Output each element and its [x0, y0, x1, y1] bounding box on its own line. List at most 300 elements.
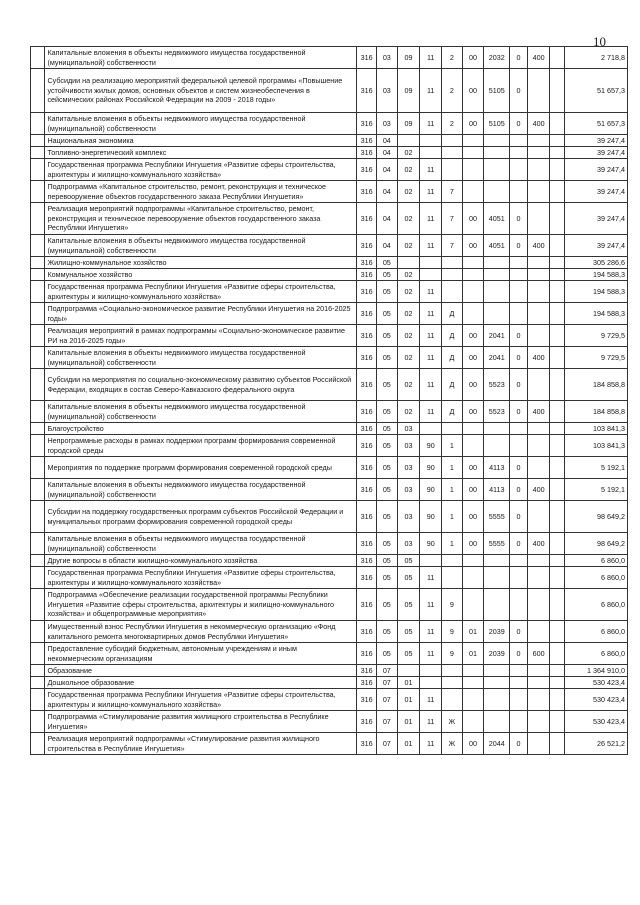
- subsection-code-cell: 05: [397, 567, 420, 589]
- direction-code-cell: 2039: [484, 621, 510, 643]
- expense-name-cell: Субсидии на поддержку государственных программ субъектов Российской Федерации и муниципальных программ формирования современной городской среды: [45, 501, 357, 533]
- table-row: [31, 643, 628, 665]
- main-event-code-cell: [462, 589, 484, 621]
- table-row: [31, 181, 628, 203]
- row-stub-cell: [31, 159, 45, 181]
- program-code-cell: 90: [420, 533, 442, 555]
- subsection-code-cell: 02: [397, 147, 420, 159]
- ministry-code-cell: 316: [357, 159, 377, 181]
- expense-type-code-cell: [527, 281, 550, 303]
- expense-name-cell: Реализация мероприятий подпрограммы «Стимулирование развития жилищного строительства в Республике Ингушетия»: [45, 733, 357, 755]
- ministry-code-cell: 316: [357, 533, 377, 555]
- expense-name-cell: Подпрограмма «Капитальное строительство, ремонт, реконструкция и техническое перевооружение объектов государственного заказа Республики Ингушетия»: [45, 181, 357, 203]
- direction-code-cell: [484, 435, 510, 457]
- table-row: [31, 567, 628, 589]
- column-gap-cell: [550, 555, 564, 567]
- section-code-cell: 05: [376, 533, 397, 555]
- direction-code-cell: [484, 181, 510, 203]
- section-code-cell: 05: [376, 423, 397, 435]
- direction-code-cell: 5523: [484, 401, 510, 423]
- extra-code-cell: [510, 135, 528, 147]
- subprogram-code-cell: 9: [442, 643, 463, 665]
- main-event-code-cell: 00: [462, 235, 484, 257]
- row-stub-cell: [31, 203, 45, 235]
- row-stub-cell: [31, 665, 45, 677]
- table-row: [31, 733, 628, 755]
- extra-code-cell: 0: [510, 501, 528, 533]
- subprogram-code-cell: [442, 677, 463, 689]
- expense-type-code-cell: [527, 555, 550, 567]
- program-code-cell: 11: [420, 159, 442, 181]
- column-gap-cell: [550, 47, 564, 69]
- main-event-code-cell: 00: [462, 325, 484, 347]
- ministry-code-cell: 316: [357, 113, 377, 135]
- row-stub-cell: [31, 369, 45, 401]
- subprogram-code-cell: 1: [442, 501, 463, 533]
- program-code-cell: 11: [420, 303, 442, 325]
- expense-type-code-cell: 400: [527, 533, 550, 555]
- row-stub-cell: [31, 567, 45, 589]
- ministry-code-cell: 316: [357, 589, 377, 621]
- row-stub-cell: [31, 733, 45, 755]
- table-row: [31, 479, 628, 501]
- program-code-cell: 90: [420, 479, 442, 501]
- direction-code-cell: [484, 281, 510, 303]
- direction-code-cell: 5105: [484, 69, 510, 113]
- main-event-code-cell: 00: [462, 203, 484, 235]
- subprogram-code-cell: 1: [442, 479, 463, 501]
- expense-name-cell: Мероприятия по поддержке программ формирования современной городской среды: [45, 457, 357, 479]
- expense-name-cell: Жилищно-коммунальное хозяйство: [45, 257, 357, 269]
- row-stub-cell: [31, 435, 45, 457]
- expense-type-code-cell: 400: [527, 47, 550, 69]
- section-code-cell: 05: [376, 281, 397, 303]
- section-code-cell: 04: [376, 235, 397, 257]
- row-stub-cell: [31, 113, 45, 135]
- program-code-cell: 11: [420, 643, 442, 665]
- subsection-code-cell: 01: [397, 733, 420, 755]
- row-stub-cell: [31, 181, 45, 203]
- amount-cell: 39 247,4: [564, 181, 627, 203]
- direction-code-cell: [484, 269, 510, 281]
- expense-type-code-cell: [527, 303, 550, 325]
- expense-name-cell: Государственная программа Республики Ингушетия «Развитие сферы строительства, архитектуры и жилищно-коммунального хозяйства»: [45, 567, 357, 589]
- column-gap-cell: [550, 113, 564, 135]
- direction-code-cell: [484, 677, 510, 689]
- subprogram-code-cell: [442, 159, 463, 181]
- row-stub-cell: [31, 533, 45, 555]
- table-row: [31, 303, 628, 325]
- subprogram-code-cell: 7: [442, 203, 463, 235]
- direction-code-cell: [484, 303, 510, 325]
- amount-cell: 530 423,4: [564, 677, 627, 689]
- amount-cell: 5 192,1: [564, 479, 627, 501]
- expense-type-code-cell: [527, 457, 550, 479]
- main-event-code-cell: 00: [462, 457, 484, 479]
- extra-code-cell: [510, 303, 528, 325]
- expense-name-cell: Дошкольное образование: [45, 677, 357, 689]
- subsection-code-cell: 02: [397, 269, 420, 281]
- subprogram-code-cell: Д: [442, 401, 463, 423]
- program-code-cell: 11: [420, 203, 442, 235]
- extra-code-cell: 0: [510, 401, 528, 423]
- expense-name-cell: Государственная программа Республики Ингушетия «Развитие сферы строительства, архитектуры и жилищно-коммунального хозяйства»: [45, 281, 357, 303]
- row-stub-cell: [31, 303, 45, 325]
- row-stub-cell: [31, 643, 45, 665]
- amount-cell: 184 858,8: [564, 401, 627, 423]
- column-gap-cell: [550, 369, 564, 401]
- main-event-code-cell: [462, 665, 484, 677]
- column-gap-cell: [550, 665, 564, 677]
- subsection-code-cell: 02: [397, 235, 420, 257]
- subprogram-code-cell: [442, 281, 463, 303]
- main-event-code-cell: 01: [462, 643, 484, 665]
- table-row: [31, 711, 628, 733]
- expense-type-code-cell: [527, 711, 550, 733]
- table-row: [31, 113, 628, 135]
- direction-code-cell: [484, 423, 510, 435]
- subsection-code-cell: [397, 135, 420, 147]
- extra-code-cell: [510, 281, 528, 303]
- ministry-code-cell: 316: [357, 665, 377, 677]
- direction-code-cell: 4051: [484, 203, 510, 235]
- table-row: [31, 435, 628, 457]
- expense-name-cell: Имущественный взнос Республики Ингушетия в некоммерческую организацию «Фонд капитального ремонта многоквартирных домов Республики Ингушетия»: [45, 621, 357, 643]
- main-event-code-cell: [462, 423, 484, 435]
- amount-cell: 98 649,2: [564, 501, 627, 533]
- expense-name-cell: Субсидии на реализацию мероприятий федеральной целевой программы «Повышение устойчивости жилых домов, основных объектов и систем жизнеобеспечения в сейсмических районах Российской Федерации на 2009 - 2018 годы»: [45, 69, 357, 113]
- section-code-cell: 07: [376, 665, 397, 677]
- subsection-code-cell: 05: [397, 589, 420, 621]
- ministry-code-cell: 316: [357, 235, 377, 257]
- subsection-code-cell: 02: [397, 303, 420, 325]
- subsection-code-cell: 02: [397, 347, 420, 369]
- table-row: [31, 203, 628, 235]
- section-code-cell: 04: [376, 135, 397, 147]
- expense-name-cell: Капитальные вложения в объекты недвижимого имущества государственной (муниципальной) собственности: [45, 533, 357, 555]
- expense-name-cell: Образование: [45, 665, 357, 677]
- main-event-code-cell: 01: [462, 621, 484, 643]
- column-gap-cell: [550, 257, 564, 269]
- amount-cell: 39 247,4: [564, 147, 627, 159]
- direction-code-cell: [484, 257, 510, 269]
- row-stub-cell: [31, 47, 45, 69]
- amount-cell: 194 588,3: [564, 269, 627, 281]
- expense-name-cell: Подпрограмма «Социально-экономическое развитие Республики Ингушетия на 2016-2025 годы»: [45, 303, 357, 325]
- extra-code-cell: 0: [510, 347, 528, 369]
- column-gap-cell: [550, 203, 564, 235]
- direction-code-cell: 2044: [484, 733, 510, 755]
- amount-cell: 98 649,2: [564, 533, 627, 555]
- main-event-code-cell: 00: [462, 347, 484, 369]
- column-gap-cell: [550, 733, 564, 755]
- extra-code-cell: [510, 159, 528, 181]
- main-event-code-cell: 00: [462, 369, 484, 401]
- column-gap-cell: [550, 423, 564, 435]
- table-row: [31, 325, 628, 347]
- column-gap-cell: [550, 621, 564, 643]
- main-event-code-cell: 00: [462, 47, 484, 69]
- amount-cell: 194 588,3: [564, 303, 627, 325]
- column-gap-cell: [550, 325, 564, 347]
- amount-cell: 5 192,1: [564, 457, 627, 479]
- expense-type-code-cell: [527, 147, 550, 159]
- subprogram-code-cell: [442, 555, 463, 567]
- subsection-code-cell: 02: [397, 369, 420, 401]
- extra-code-cell: [510, 555, 528, 567]
- expense-type-code-cell: [527, 621, 550, 643]
- main-event-code-cell: 00: [462, 113, 484, 135]
- extra-code-cell: [510, 589, 528, 621]
- ministry-code-cell: 316: [357, 181, 377, 203]
- column-gap-cell: [550, 281, 564, 303]
- subsection-code-cell: 01: [397, 677, 420, 689]
- program-code-cell: 11: [420, 325, 442, 347]
- direction-code-cell: [484, 135, 510, 147]
- column-gap-cell: [550, 135, 564, 147]
- direction-code-cell: [484, 147, 510, 159]
- direction-code-cell: [484, 711, 510, 733]
- direction-code-cell: 4113: [484, 457, 510, 479]
- program-code-cell: 11: [420, 281, 442, 303]
- main-event-code-cell: 00: [462, 501, 484, 533]
- program-code-cell: 11: [420, 689, 442, 711]
- subsection-code-cell: 03: [397, 479, 420, 501]
- subsection-code-cell: 03: [397, 533, 420, 555]
- program-code-cell: 11: [420, 69, 442, 113]
- expense-name-cell: Реализация мероприятий в рамках подпрограммы «Социально-экономическое развитие РИ на 2016-2025 годы»: [45, 325, 357, 347]
- program-code-cell: 11: [420, 733, 442, 755]
- program-code-cell: 11: [420, 47, 442, 69]
- main-event-code-cell: 00: [462, 69, 484, 113]
- main-event-code-cell: [462, 159, 484, 181]
- section-code-cell: 05: [376, 369, 397, 401]
- expense-type-code-cell: [527, 159, 550, 181]
- column-gap-cell: [550, 711, 564, 733]
- amount-cell: 530 423,4: [564, 689, 627, 711]
- extra-code-cell: [510, 435, 528, 457]
- direction-code-cell: 2032: [484, 47, 510, 69]
- row-stub-cell: [31, 423, 45, 435]
- main-event-code-cell: [462, 435, 484, 457]
- subsection-code-cell: 05: [397, 555, 420, 567]
- row-stub-cell: [31, 589, 45, 621]
- section-code-cell: 05: [376, 347, 397, 369]
- column-gap-cell: [550, 567, 564, 589]
- extra-code-cell: 0: [510, 235, 528, 257]
- direction-code-cell: 5555: [484, 533, 510, 555]
- section-code-cell: 05: [376, 501, 397, 533]
- expense-name-cell: Капитальные вложения в объекты недвижимого имущества государственной (муниципальной) собственности: [45, 479, 357, 501]
- subsection-code-cell: 02: [397, 159, 420, 181]
- subsection-code-cell: 05: [397, 643, 420, 665]
- column-gap-cell: [550, 303, 564, 325]
- amount-cell: 9 729,5: [564, 325, 627, 347]
- expense-type-code-cell: [527, 665, 550, 677]
- amount-cell: 51 657,3: [564, 113, 627, 135]
- ministry-code-cell: 316: [357, 479, 377, 501]
- subsection-code-cell: 02: [397, 401, 420, 423]
- section-code-cell: 07: [376, 733, 397, 755]
- section-code-cell: 05: [376, 269, 397, 281]
- subprogram-code-cell: [442, 689, 463, 711]
- row-stub-cell: [31, 269, 45, 281]
- program-code-cell: 11: [420, 369, 442, 401]
- subsection-code-cell: 02: [397, 325, 420, 347]
- program-code-cell: 90: [420, 457, 442, 479]
- subprogram-code-cell: 2: [442, 47, 463, 69]
- row-stub-cell: [31, 401, 45, 423]
- program-code-cell: 90: [420, 435, 442, 457]
- expense-type-code-cell: [527, 689, 550, 711]
- program-code-cell: 11: [420, 235, 442, 257]
- expense-type-code-cell: [527, 423, 550, 435]
- ministry-code-cell: 316: [357, 423, 377, 435]
- expense-type-code-cell: [527, 733, 550, 755]
- main-event-code-cell: [462, 567, 484, 589]
- program-code-cell: [420, 135, 442, 147]
- subprogram-code-cell: [442, 147, 463, 159]
- section-code-cell: 03: [376, 69, 397, 113]
- table-row: [31, 369, 628, 401]
- expense-name-cell: Подпрограмма «Стимулирование развития жилищного строительства в Республике Ингушетия»: [45, 711, 357, 733]
- extra-code-cell: [510, 677, 528, 689]
- program-code-cell: 11: [420, 401, 442, 423]
- page-number: 10: [593, 34, 606, 49]
- table-row: [31, 621, 628, 643]
- amount-cell: 51 657,3: [564, 69, 627, 113]
- subprogram-code-cell: 9: [442, 621, 463, 643]
- main-event-code-cell: [462, 269, 484, 281]
- row-stub-cell: [31, 677, 45, 689]
- expense-name-cell: Реализация мероприятий подпрограммы «Капитальное строительство, ремонт, реконструкция и техническое перевооружение объектов государственного заказа Республики Ингушетия»: [45, 203, 357, 235]
- amount-cell: 103 841,3: [564, 423, 627, 435]
- ministry-code-cell: 316: [357, 69, 377, 113]
- subsection-code-cell: 09: [397, 113, 420, 135]
- program-code-cell: [420, 423, 442, 435]
- table-row: [31, 147, 628, 159]
- subsection-code-cell: 01: [397, 711, 420, 733]
- extra-code-cell: [510, 567, 528, 589]
- ministry-code-cell: 316: [357, 147, 377, 159]
- expense-type-code-cell: [527, 69, 550, 113]
- ministry-code-cell: 316: [357, 269, 377, 281]
- table-row: [31, 555, 628, 567]
- main-event-code-cell: 00: [462, 401, 484, 423]
- extra-code-cell: 0: [510, 733, 528, 755]
- direction-code-cell: 5105: [484, 113, 510, 135]
- expense-name-cell: Государственная программа Республики Ингушетия «Развитие сферы строительства, архитектуры и жилищно-коммунального хозяйства»: [45, 159, 357, 181]
- expense-type-code-cell: [527, 181, 550, 203]
- section-code-cell: 05: [376, 303, 397, 325]
- expense-name-cell: Национальная экономика: [45, 135, 357, 147]
- extra-code-cell: 0: [510, 113, 528, 135]
- ministry-code-cell: 316: [357, 733, 377, 755]
- table-row: [31, 533, 628, 555]
- row-stub-cell: [31, 135, 45, 147]
- expense-type-code-cell: [527, 325, 550, 347]
- column-gap-cell: [550, 501, 564, 533]
- section-code-cell: 05: [376, 589, 397, 621]
- expense-type-code-cell: [527, 677, 550, 689]
- subprogram-code-cell: 1: [442, 457, 463, 479]
- row-stub-cell: [31, 347, 45, 369]
- section-code-cell: 05: [376, 435, 397, 457]
- expense-type-code-cell: [527, 501, 550, 533]
- ministry-code-cell: 316: [357, 567, 377, 589]
- amount-cell: 26 521,2: [564, 733, 627, 755]
- subsection-code-cell: 03: [397, 435, 420, 457]
- table-row: [31, 689, 628, 711]
- main-event-code-cell: 00: [462, 479, 484, 501]
- expense-name-cell: Государственная программа Республики Ингушетия «Развитие сферы строительства, архитектуры и жилищно-коммунального хозяйства»: [45, 689, 357, 711]
- column-gap-cell: [550, 457, 564, 479]
- extra-code-cell: 0: [510, 457, 528, 479]
- expense-type-code-cell: 400: [527, 235, 550, 257]
- direction-code-cell: 5555: [484, 501, 510, 533]
- main-event-code-cell: [462, 181, 484, 203]
- main-event-code-cell: [462, 555, 484, 567]
- subprogram-code-cell: Д: [442, 303, 463, 325]
- program-code-cell: 11: [420, 589, 442, 621]
- amount-cell: 2 718,8: [564, 47, 627, 69]
- main-event-code-cell: [462, 711, 484, 733]
- expense-type-code-cell: [527, 257, 550, 269]
- section-code-cell: 05: [376, 401, 397, 423]
- ministry-code-cell: 316: [357, 643, 377, 665]
- expense-name-cell: Благоустройство: [45, 423, 357, 435]
- subsection-code-cell: [397, 665, 420, 677]
- column-gap-cell: [550, 533, 564, 555]
- expense-type-code-cell: 600: [527, 643, 550, 665]
- extra-code-cell: [510, 181, 528, 203]
- program-code-cell: [420, 555, 442, 567]
- subprogram-code-cell: Ж: [442, 733, 463, 755]
- extra-code-cell: 0: [510, 325, 528, 347]
- direction-code-cell: [484, 159, 510, 181]
- subprogram-code-cell: 9: [442, 589, 463, 621]
- subprogram-code-cell: Д: [442, 347, 463, 369]
- row-stub-cell: [31, 281, 45, 303]
- amount-cell: 39 247,4: [564, 135, 627, 147]
- main-event-code-cell: [462, 689, 484, 711]
- ministry-code-cell: 316: [357, 555, 377, 567]
- extra-code-cell: [510, 423, 528, 435]
- subprogram-code-cell: [442, 269, 463, 281]
- expense-type-code-cell: [527, 589, 550, 621]
- column-gap-cell: [550, 677, 564, 689]
- ministry-code-cell: 316: [357, 325, 377, 347]
- table-row: [31, 269, 628, 281]
- subprogram-code-cell: 1: [442, 435, 463, 457]
- budget-table: [30, 46, 628, 755]
- subprogram-code-cell: 1: [442, 533, 463, 555]
- section-code-cell: 05: [376, 325, 397, 347]
- ministry-code-cell: 316: [357, 401, 377, 423]
- program-code-cell: 11: [420, 181, 442, 203]
- subprogram-code-cell: 2: [442, 113, 463, 135]
- program-code-cell: 11: [420, 567, 442, 589]
- expense-name-cell: Другие вопросы в области жилищно-коммунального хозяйства: [45, 555, 357, 567]
- extra-code-cell: 0: [510, 369, 528, 401]
- table-row: [31, 457, 628, 479]
- column-gap-cell: [550, 435, 564, 457]
- row-stub-cell: [31, 235, 45, 257]
- table-row: [31, 159, 628, 181]
- column-gap-cell: [550, 643, 564, 665]
- amount-cell: 6 860,0: [564, 589, 627, 621]
- extra-code-cell: 0: [510, 203, 528, 235]
